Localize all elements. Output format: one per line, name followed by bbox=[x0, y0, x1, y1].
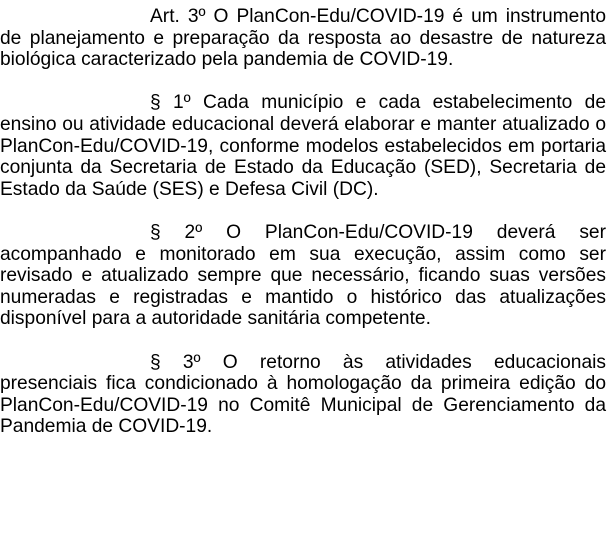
article-3-caput: Art. 3º O PlanCon-Edu/COVID-19 é um instrumento de planejamento e preparação da resposta ao desastre de natureza biológica caracterizado pela pandemia de COVID-19. bbox=[0, 6, 606, 71]
paragraph-1: § 1º Cada município e cada estabelecimento de ensino ou atividade educacional deverá elaborar e manter atualizado o PlanCon-Edu/COVID-19, conforme modelos estabelecidos em portaria conjunta da Secretaria de Estado da Educação (SED), Secretaria de Estado da Saúde (SES) e Defesa Civil (DC). bbox=[0, 92, 606, 200]
paragraph-3: § 3º O retorno às atividades educacionais presenciais fica condicionado à homologação da primeira edição do PlanCon-Edu/COVID-19 no Comitê Municipal de Gerenciamento da Pandemia de COVID-19. bbox=[0, 351, 606, 438]
document-body bbox=[0, 6, 606, 459]
paragraph-2: § 2º O PlanCon-Edu/COVID-19 deverá ser acompanhado e monitorado em sua execução, assim como ser revisado e atualizado sempre que necessário, ficando suas versões numeradas e registradas e mantido o histórico das atualizações disponível para a autoridade sanitária competente. bbox=[0, 221, 606, 330]
